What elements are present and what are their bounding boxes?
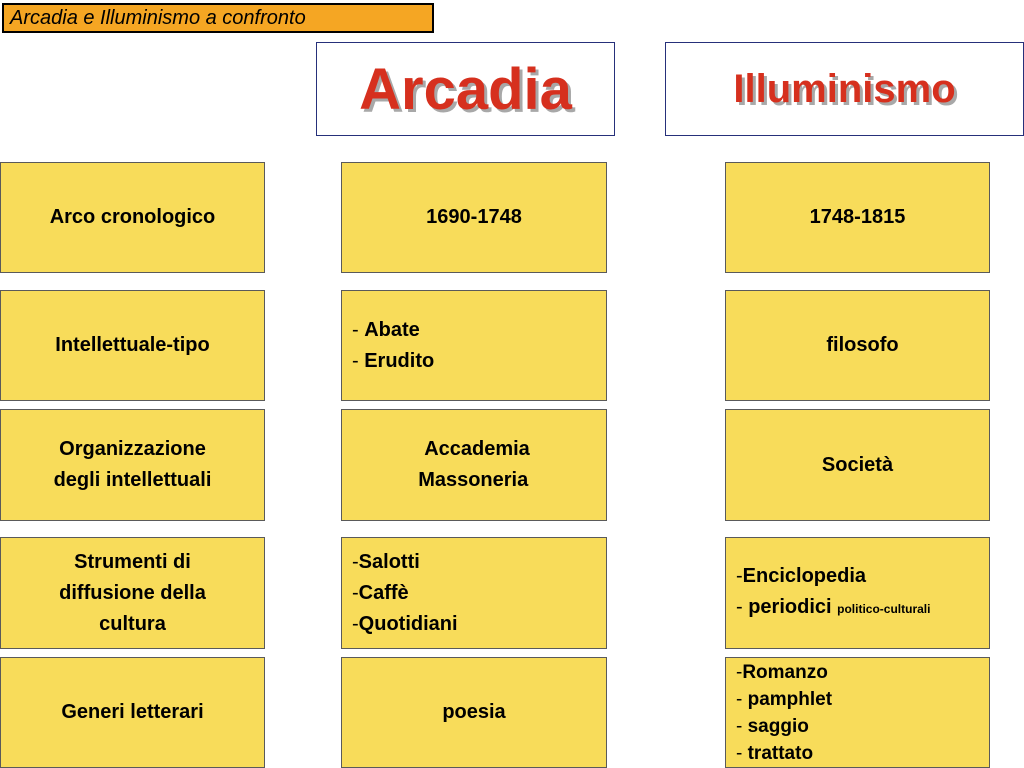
- row-label-organizzazione: Organizzazione degli intellettuali: [0, 409, 265, 521]
- arcadia-strumenti-list: [352, 547, 458, 640]
- list-item: - pamphlet: [736, 688, 833, 710]
- list-item: - Abate: [352, 318, 420, 341]
- row-label-strumenti: Strumenti di diffusione della cultura: [0, 537, 265, 649]
- header-arcadia: Arcadia: [316, 42, 615, 136]
- note-politico-culturali: politico-culturali: [837, 602, 931, 616]
- row-label-intellettuale-tipo: Intellettuale-tipo: [0, 290, 265, 401]
- illuminismo-intellettuale-tipo: filosofo: [725, 290, 990, 401]
- slide-title: Arcadia e Illuminismo a confronto: [2, 3, 434, 33]
- list-item: -Caffè: [352, 581, 409, 604]
- illuminismo-strumenti: [725, 537, 990, 649]
- illuminismo-strumenti-list: [736, 561, 930, 625]
- illuminismo-organizzazione: Società: [725, 409, 990, 521]
- illuminismo-generi-list: [736, 659, 832, 767]
- list-item: - trattato: [736, 742, 814, 764]
- arcadia-organizzazione: Accademia Massoneria: [341, 409, 607, 521]
- list-item: -Quotidiani: [352, 612, 458, 635]
- list-item: -Salotti: [352, 550, 420, 573]
- illuminismo-arco-cronologico: 1748-1815: [725, 162, 990, 273]
- row-label-generi-letterari: Generi letterari: [0, 657, 265, 768]
- header-illuminismo: Illuminismo: [665, 42, 1024, 136]
- list-item: - saggio: [736, 715, 809, 737]
- arcadia-strumenti: [341, 537, 607, 649]
- illuminismo-generi-letterari: [725, 657, 990, 768]
- list-item: - Erudito: [352, 349, 435, 372]
- arcadia-arco-cronologico: 1690-1748: [341, 162, 607, 273]
- list-item: -Romanzo: [736, 661, 828, 683]
- arcadia-intellettuale-tipo: [341, 290, 607, 401]
- arcadia-intellettuale-list: [352, 315, 434, 377]
- list-item: - periodici politico-culturali: [736, 596, 931, 618]
- row-label-arco-cronologico: Arco cronologico: [0, 162, 265, 273]
- list-item: -Enciclopedia: [736, 565, 867, 587]
- arcadia-generi-letterari: poesia: [341, 657, 607, 768]
